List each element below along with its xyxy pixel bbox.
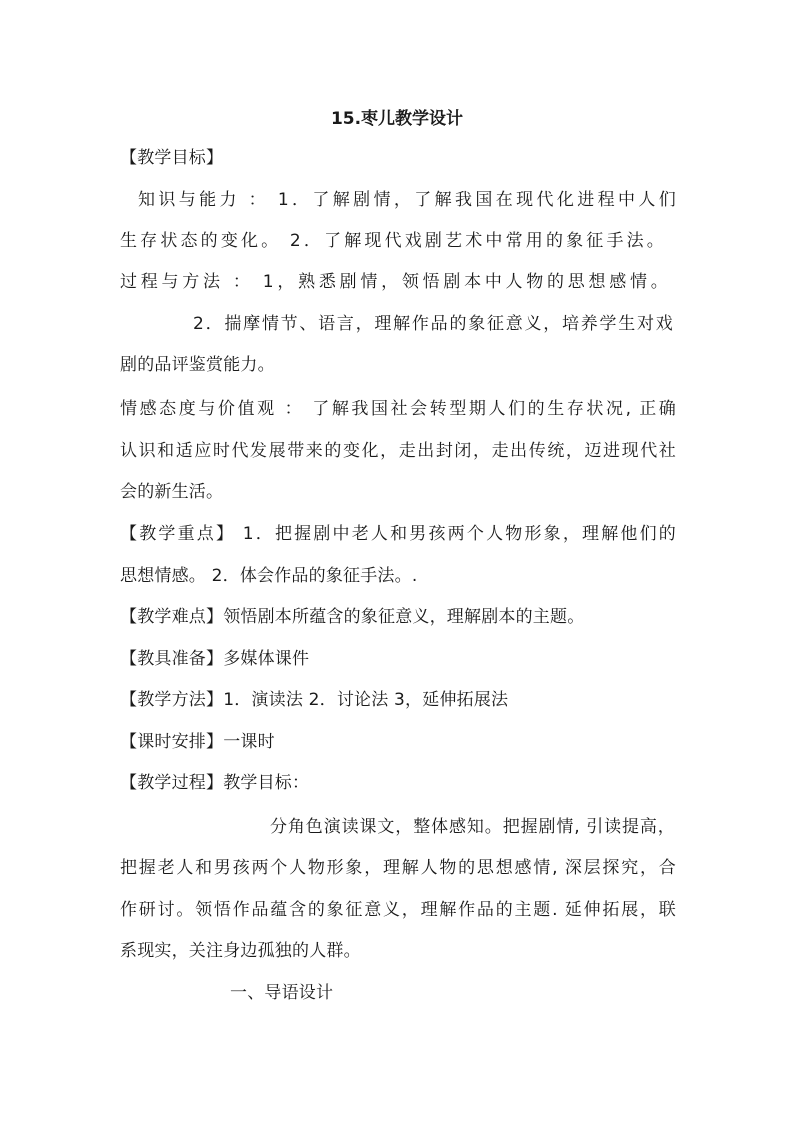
paragraph-line: 2．揣摩情节、语言，理解作品的象征意义，培养学生对戏 [193,314,673,334]
paragraph-line: 会的新生活。 [120,482,224,502]
paragraph-line: 剧的品评鉴赏能力。 [120,355,275,375]
document-title: 15.枣儿教学设计 [330,109,464,129]
paragraph-line: 作研讨。领悟作品蕴含的象征意义，理解作品的主题. 延伸拓展，联 [120,900,676,920]
section-schedule: 【课时安排】一课时 [120,732,275,752]
paragraph-line: 情感态度与价值观 ： 了解我国社会转型期人们的生存状况, 正确 [120,399,676,419]
section-process: 【教学过程】教学目标： [120,773,310,793]
paragraph-line: 生存状态的变化。 2．了解现代戏剧艺术中常用的象征手法。 [120,231,664,251]
paragraph-line: 思想情感。 2．体会作品的象征手法。. [120,566,418,586]
paragraph-line: 系现实，关注身边孤独的人群。 [120,941,361,961]
paragraph-line: 知识与能力 ： 1．了解剧情，了解我国在现代化进程中人们 [138,190,676,210]
section-difficulties: 【教学难点】领悟剧本所蕴含的象征意义，理解剧本的主题。 [120,607,585,627]
section-key-points: 【教学重点】 1．把握剧中老人和男孩两个人物形象，理解他们的 [120,524,676,544]
section-heading-objectives: 【教学目标】 [120,148,224,168]
subsection-heading-intro: 一、导语设计 [230,983,334,1003]
paragraph-line: 把握老人和男孩两个人物形象，理解人物的思想感情, 深层探究，合 [120,858,676,878]
paragraph-line: 认识和适应时代发展带来的变化，走出封闭，走出传统，迈进现代社 [120,441,676,461]
section-methods: 【教学方法】1．演读法 2．讨论法 3，延伸拓展法 [120,690,509,710]
section-materials: 【教具准备】多媒体课件 [120,649,310,669]
paragraph-line: 分角色演读课文，整体感知。把握剧情, 引读提高， [270,817,675,837]
paragraph-line: 过程与方法 ： 1，熟悉剧情，领悟剧本中人物的思想感情。 [120,272,668,292]
